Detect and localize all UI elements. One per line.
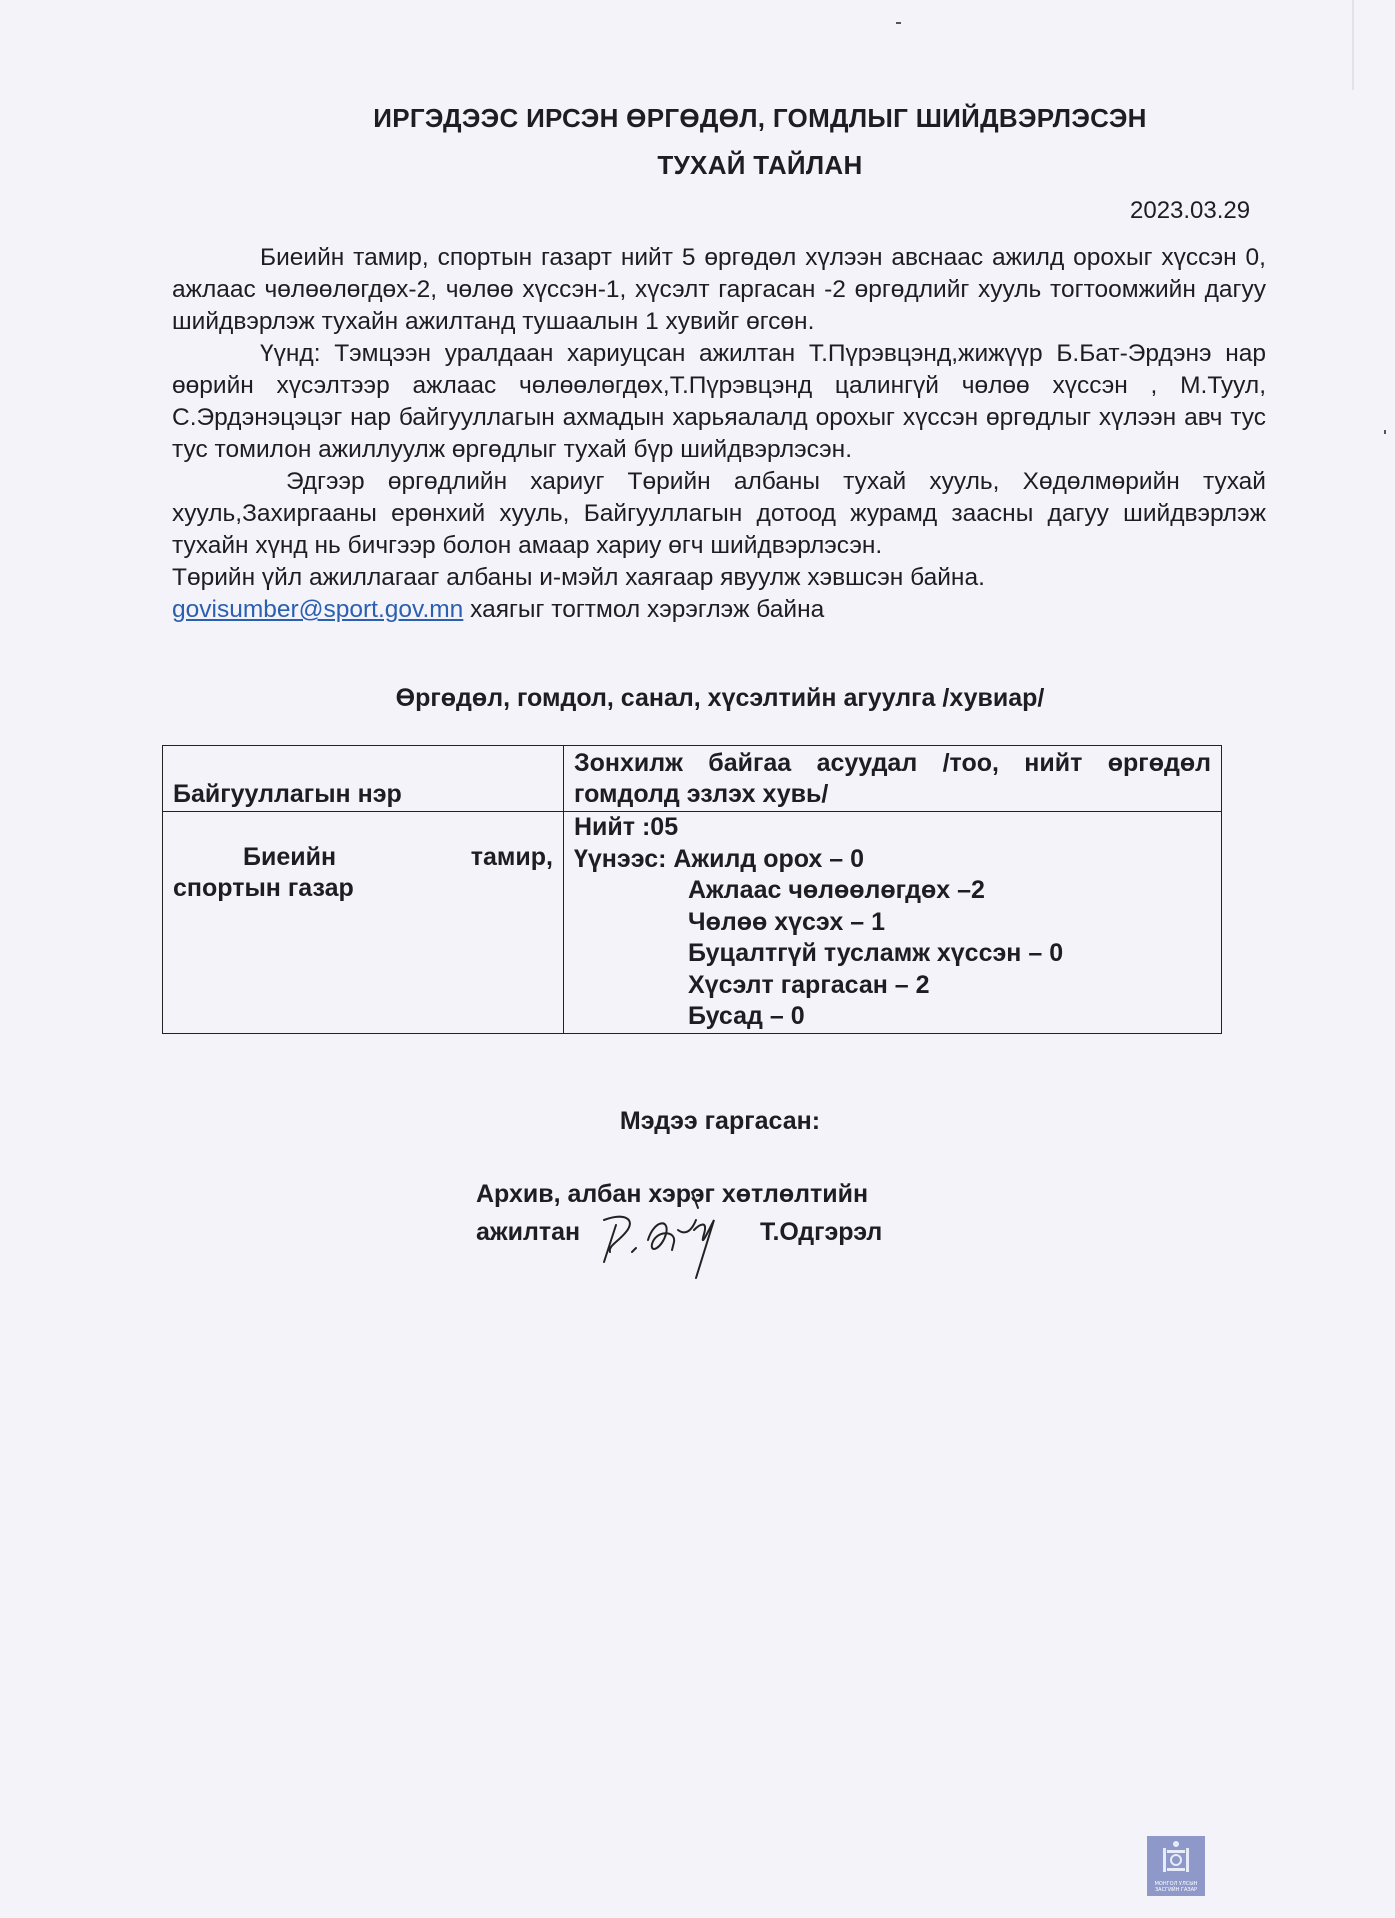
signer-position-line2: ажилтан — [476, 1218, 581, 1246]
government-logo-icon — [1147, 1836, 1205, 1896]
org-name-line1 — [173, 842, 553, 873]
table-row — [163, 812, 1222, 1034]
email-suffix: хаягыг тогтмол хэрэглэж байна — [463, 596, 825, 623]
report-title-line1: ИРГЭДЭЭС ИРСЭН ӨРГӨДӨЛ, ГОМДЛЫГ ШИЙДВЭРЛЭСЭН — [373, 103, 1147, 133]
issue-item: Ажлаас чөлөөлөгдөх –2 — [688, 876, 985, 904]
report-body — [172, 242, 1266, 626]
issue-item: Бусад – 0 — [688, 1002, 805, 1030]
email-link[interactable]: govisumber@sport.gov.mn — [172, 596, 464, 623]
header-issue: Зонхилж байгаа асуудал /тоо, нийт өргөдөл гомдолд эзлэх хувь/ — [564, 746, 1222, 812]
complaints-table — [162, 745, 1222, 1034]
soyombo-icon — [1147, 1836, 1205, 1876]
org-name-word1: Биеийн — [243, 843, 337, 871]
org-name-line2: спортын газар — [173, 874, 354, 902]
signer-name: Т.Одгэрэл — [760, 1218, 883, 1246]
issue-item: Буцалтгүй тусламж хүссэн – 0 — [688, 939, 1064, 967]
logo-caption-line2: ЗАСГИЙН ГАЗАР — [1154, 1887, 1198, 1893]
paragraph-resolution: Эдгээр өргөдлийн хариуг Төрийн албаны тухай хууль, Хөдөлмөрийн тухай хууль,Захиргааны ерөнхий хууль, Байгууллагын дотоод журамд заасны дагуу шийдвэрлэж тухайн хүнд нь бичгээр болон амаар хариу өгч шийдвэрлэсэн. — [172, 468, 1266, 559]
logo-caption — [1147, 1881, 1205, 1893]
header-org-name: Байгууллагын нэр — [163, 746, 564, 812]
org-name-cell — [163, 812, 564, 1034]
issue-item-text: Ажилд орох – 0 — [673, 844, 865, 873]
paragraph-summary: Биеийн тамир, спортын газарт нийт 5 өргөдөл хүлээн авснаас ажилд орохыг хүссэн 0, ажлаас чөлөөлөгдөх-2, чөлөө хүссэн-1, хүсэлт гаргасан -2 өргөдлийг хууль тогтоомжийн дагуу шийдвэрлэж тухайн ажилтанд тушаалын 1 хувийг өгсөн. — [172, 244, 1266, 335]
items-prefix: Үүнээс: — [574, 844, 674, 873]
issue-detail-cell — [564, 812, 1222, 1034]
scan-speck — [896, 22, 901, 24]
paragraph-details: Үүнд: Тэмцээн уралдаан хариуцсан ажилтан Т.Пүрэвцэнд,жижүүр Б.Бат-Эрдэнэ нар өөрийн хүсэлтээр ажлаас чөлөөлөгдөх,Т.Пүрэвцэнд цалингүй чөлөө хүссэн , М.Туул, С.Эрдэнэцэцэг нар байгууллагын ахмадын харьяалалд орохыг хүссэн өргөдлыг хүлээн авч тус тус томилон ажиллуулж өргөдлыг тухай бүр шийдвэрлэсэн. — [172, 340, 1266, 463]
report-title-line2: ТУХАЙ ТАЙЛАН — [657, 150, 863, 180]
org-name-word2: тамир, — [470, 843, 553, 871]
table-header-row — [163, 746, 1222, 812]
signature-icon — [596, 1190, 756, 1280]
signer-position-line1: Архив, албан хэрэг хөтлөлтийн — [476, 1180, 869, 1208]
scan-speck — [1384, 430, 1386, 434]
report-date: 2023.03.29 — [1130, 197, 1251, 224]
issue-item: Чөлөө хүсэх – 1 — [688, 907, 885, 936]
total-count: Нийт :05 — [574, 813, 679, 841]
scan-edge — [1352, 0, 1354, 90]
issue-item — [574, 844, 1211, 876]
paragraph-email — [172, 594, 1266, 626]
issue-item: Хүсэлт гаргасан – 2 — [688, 970, 930, 999]
table-title: Өргөдөл, гомдол, санал, хүсэлтийн агуулга /хувиар/ — [395, 684, 1045, 712]
footer-heading: Мэдээ гаргасан: — [619, 1107, 821, 1135]
logo-caption-line1: МОНГОЛ УЛСЫН — [1154, 1881, 1198, 1887]
paragraph-email-note: Төрийн үйл ажиллагааг албаны и-мэйл хаягаар явуулж хэвшсэн байна. — [172, 564, 985, 591]
